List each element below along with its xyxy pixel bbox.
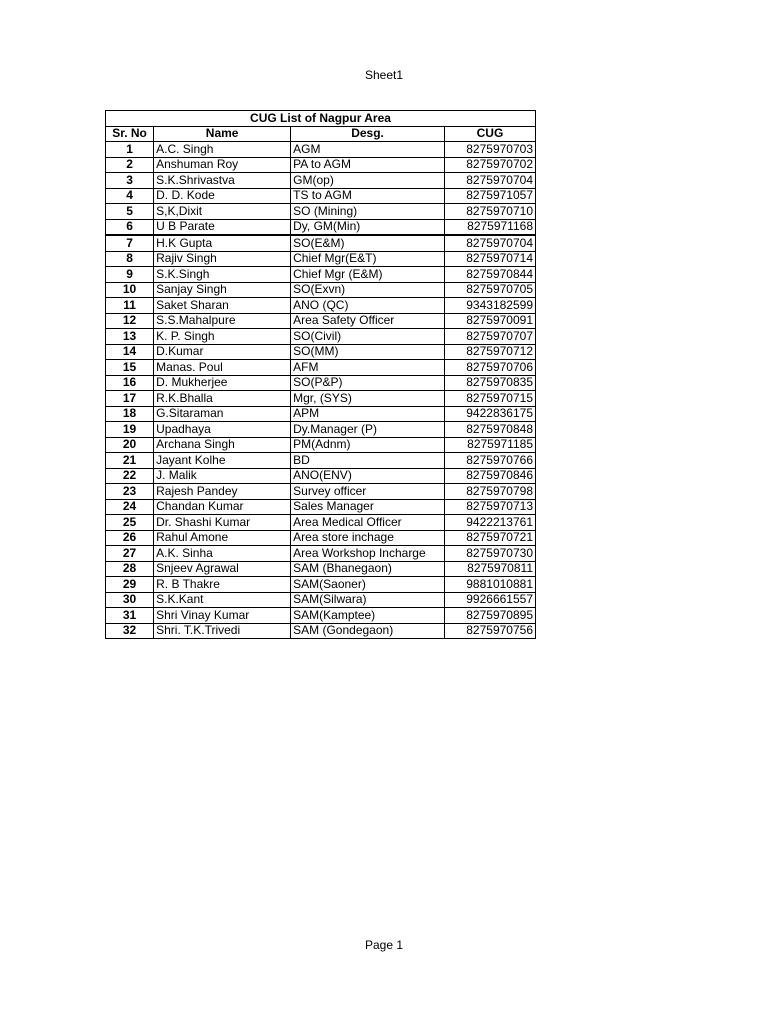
table-row: [106, 530, 536, 546]
cell-cug: 8275970895: [444, 608, 535, 624]
cell-sr-no: 8: [106, 251, 154, 267]
table-row: [106, 282, 536, 298]
cell-name: S,K,Dixit: [154, 204, 291, 220]
table-row: [106, 592, 536, 608]
cell-name: A.K. Sinha: [154, 546, 291, 562]
cell-sr-no: 9: [106, 267, 154, 283]
cell-sr-no: 13: [106, 329, 154, 345]
cell-cug: 8275970835: [444, 375, 535, 391]
cell-desg: SAM(Saoner): [291, 577, 445, 593]
cell-sr-no: 11: [106, 298, 154, 314]
cell-name: G.Sitaraman: [154, 406, 291, 422]
cell-cug: 8275970705: [444, 282, 535, 298]
column-header-sr-no: Sr. No: [106, 126, 154, 142]
cell-sr-no: 15: [106, 360, 154, 376]
cell-desg: BD: [291, 453, 445, 469]
cell-sr-no: 19: [106, 422, 154, 438]
cell-desg: Area Medical Officer: [291, 515, 445, 531]
cell-sr-no: 14: [106, 344, 154, 360]
table-row: [106, 360, 536, 376]
table-row: [106, 344, 536, 360]
table-row: [106, 577, 536, 593]
cell-name: Upadhaya: [154, 422, 291, 438]
cell-cug: 8275970713: [444, 499, 535, 515]
cell-desg: SO(Civil): [291, 329, 445, 345]
cell-desg: Chief Mgr(E&T): [291, 251, 445, 267]
table-row: [106, 251, 536, 267]
cell-cug: 8275970715: [444, 391, 535, 407]
cell-name: D.Kumar: [154, 344, 291, 360]
cell-name: Saket Sharan: [154, 298, 291, 314]
table-row: [106, 157, 536, 173]
cell-desg: SAM(Kamptee): [291, 608, 445, 624]
cell-sr-no: 18: [106, 406, 154, 422]
cell-sr-no: 22: [106, 468, 154, 484]
cug-table: [105, 110, 536, 639]
cell-sr-no: 12: [106, 313, 154, 329]
table-row: [106, 329, 536, 345]
cell-desg: PM(Adnm): [291, 437, 445, 453]
cell-sr-no: 28: [106, 561, 154, 577]
cell-cug: 8275970846: [444, 468, 535, 484]
cell-name: S.K.Kant: [154, 592, 291, 608]
cell-cug: 8275970756: [444, 623, 535, 639]
cell-name: H.K Gupta: [154, 235, 291, 251]
cell-name: Rajiv Singh: [154, 251, 291, 267]
cell-desg: Area Workshop Incharge: [291, 546, 445, 562]
cell-cug: 8275970712: [444, 344, 535, 360]
cell-name: Chandan Kumar: [154, 499, 291, 515]
cell-cug: 9422213761: [444, 515, 535, 531]
table-row: [106, 173, 536, 189]
cell-cug: 8275970704: [444, 173, 535, 189]
table-title: CUG List of Nagpur Area: [106, 111, 536, 127]
cell-sr-no: 25: [106, 515, 154, 531]
cell-cug: 8275970730: [444, 546, 535, 562]
cell-desg: SO(MM): [291, 344, 445, 360]
column-header-desg: Desg.: [291, 126, 445, 142]
cell-sr-no: 26: [106, 530, 154, 546]
cell-cug: 8275971168: [444, 219, 535, 235]
cell-desg: SAM (Gondegaon): [291, 623, 445, 639]
cell-sr-no: 29: [106, 577, 154, 593]
cell-desg: Sales Manager: [291, 499, 445, 515]
cell-cug: 8275970710: [444, 204, 535, 220]
cell-name: Dr. Shashi Kumar: [154, 515, 291, 531]
cell-desg: APM: [291, 406, 445, 422]
cell-cug: 9343182599: [444, 298, 535, 314]
cell-name: D. Mukherjee: [154, 375, 291, 391]
table-row: [106, 515, 536, 531]
cell-cug: 8275970798: [444, 484, 535, 500]
cell-cug: 8275971185: [444, 437, 535, 453]
table-row: [106, 468, 536, 484]
cell-sr-no: 1: [106, 142, 154, 158]
cell-desg: PA to AGM: [291, 157, 445, 173]
cell-name: Manas. Poul: [154, 360, 291, 376]
cell-cug: 8275970091: [444, 313, 535, 329]
cell-name: Archana Singh: [154, 437, 291, 453]
cell-cug: 8275970703: [444, 142, 535, 158]
cell-sr-no: 30: [106, 592, 154, 608]
table-row: [106, 453, 536, 469]
cell-cug: 9926661557: [444, 592, 535, 608]
cell-name: J. Malik: [154, 468, 291, 484]
column-header-name: Name: [154, 126, 291, 142]
cell-cug: 8275970714: [444, 251, 535, 267]
cell-sr-no: 31: [106, 608, 154, 624]
cell-cug: 8275970702: [444, 157, 535, 173]
cell-desg: SO (Mining): [291, 204, 445, 220]
cell-sr-no: 16: [106, 375, 154, 391]
cell-name: Shri Vinay Kumar: [154, 608, 291, 624]
cell-desg: SO(E&M): [291, 235, 445, 251]
cell-sr-no: 32: [106, 623, 154, 639]
cell-name: R.K.Bhalla: [154, 391, 291, 407]
cell-sr-no: 4: [106, 188, 154, 204]
cell-name: Anshuman Roy: [154, 157, 291, 173]
cell-name: Sanjay Singh: [154, 282, 291, 298]
cell-sr-no: 2: [106, 157, 154, 173]
cell-name: Jayant Kolhe: [154, 453, 291, 469]
cell-desg: SO(Exvn): [291, 282, 445, 298]
cell-desg: Chief Mgr (E&M): [291, 267, 445, 283]
cell-cug: 8275970766: [444, 453, 535, 469]
cell-sr-no: 23: [106, 484, 154, 500]
cell-cug: 8275970704: [444, 235, 535, 251]
table-row: [106, 298, 536, 314]
cell-sr-no: 5: [106, 204, 154, 220]
cell-desg: ANO(ENV): [291, 468, 445, 484]
cell-sr-no: 7: [106, 235, 154, 251]
cell-desg: SAM (Bhanegaon): [291, 561, 445, 577]
table-row: [106, 204, 536, 220]
cell-cug: 8275970721: [444, 530, 535, 546]
cell-desg: SAM(Silwara): [291, 592, 445, 608]
cell-name: S.S.Mahalpure: [154, 313, 291, 329]
column-header-row: [106, 126, 536, 142]
cell-name: S.K.Shrivastva: [154, 173, 291, 189]
cell-desg: GM(op): [291, 173, 445, 189]
sheet-header: Sheet1: [364, 68, 404, 82]
cell-cug: 8275970844: [444, 267, 535, 283]
sheet-footer: Page 1: [364, 938, 404, 952]
cell-name: Rajesh Pandey: [154, 484, 291, 500]
table-row: [106, 499, 536, 515]
cell-name: Rahul Amone: [154, 530, 291, 546]
cell-cug: 8275970811: [444, 561, 535, 577]
cell-cug: 8275970706: [444, 360, 535, 376]
cell-cug: 8275970848: [444, 422, 535, 438]
cell-name: K. P. Singh: [154, 329, 291, 345]
cell-desg: SO(P&P): [291, 375, 445, 391]
cell-name: U B Parate: [154, 219, 291, 235]
cell-cug: 9881010881: [444, 577, 535, 593]
table-row: [106, 546, 536, 562]
table-row: [106, 437, 536, 453]
cell-desg: AGM: [291, 142, 445, 158]
cell-sr-no: 17: [106, 391, 154, 407]
table-row: [106, 313, 536, 329]
cell-sr-no: 6: [106, 219, 154, 235]
cell-desg: ANO (QC): [291, 298, 445, 314]
cell-name: A.C. Singh: [154, 142, 291, 158]
table-row: [106, 188, 536, 204]
cell-cug: 9422836175: [444, 406, 535, 422]
cell-sr-no: 21: [106, 453, 154, 469]
cell-desg: TS to AGM: [291, 188, 445, 204]
column-header-cug: CUG: [444, 126, 535, 142]
table-row: [106, 142, 536, 158]
cell-desg: Dy.Manager (P): [291, 422, 445, 438]
cell-desg: Dy, GM(Min): [291, 219, 445, 235]
table-row: [106, 422, 536, 438]
cell-name: S.K.Singh: [154, 267, 291, 283]
cell-cug: 8275970707: [444, 329, 535, 345]
cell-name: Shri. T.K.Trivedi: [154, 623, 291, 639]
cell-desg: Area Safety Officer: [291, 313, 445, 329]
cell-sr-no: 3: [106, 173, 154, 189]
cell-desg: Area store inchage: [291, 530, 445, 546]
cell-sr-no: 24: [106, 499, 154, 515]
cell-name: R. B Thakre: [154, 577, 291, 593]
cell-cug: 8275971057: [444, 188, 535, 204]
table-row: [106, 561, 536, 577]
cell-desg: Mgr, (SYS): [291, 391, 445, 407]
cell-name: D. D. Kode: [154, 188, 291, 204]
table-row: [106, 608, 536, 624]
cell-sr-no: 27: [106, 546, 154, 562]
cell-desg: Survey officer: [291, 484, 445, 500]
table-row: [106, 623, 536, 639]
table-row: [106, 235, 536, 251]
table-row: [106, 219, 536, 235]
table-row: [106, 406, 536, 422]
table-row: [106, 375, 536, 391]
cell-sr-no: 10: [106, 282, 154, 298]
table-row: [106, 267, 536, 283]
cell-name: Snjeev Agrawal: [154, 561, 291, 577]
cell-desg: AFM: [291, 360, 445, 376]
cell-sr-no: 20: [106, 437, 154, 453]
table-row: [106, 484, 536, 500]
table-row: [106, 391, 536, 407]
